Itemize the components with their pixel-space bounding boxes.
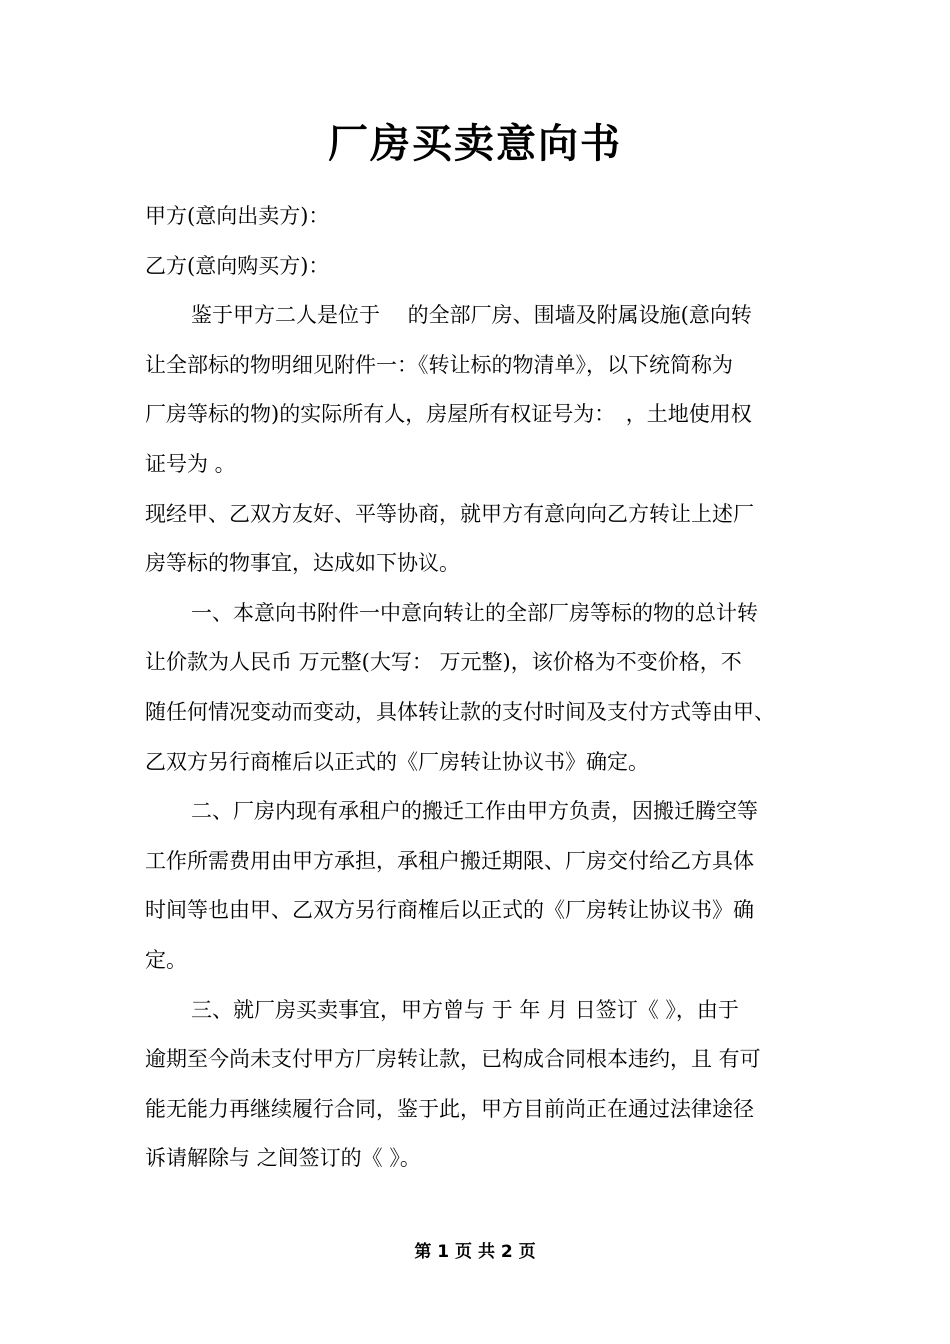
clause-2-paragraph	[145, 787, 815, 985]
clause-3-line: 三、就厂房买卖事宜，甲方曾与 于 年 月 日签订《 》，由于	[191, 997, 739, 1022]
party-b-line: 乙方(意向购买方)：	[145, 253, 330, 278]
recital-line: 让全部标的物明细见附件一：《转让标的物清单》，以下统简称为	[145, 352, 733, 377]
page-number-footer: 第 1 页 共 2 页	[414, 1242, 536, 1262]
document-body	[145, 192, 815, 1184]
clause-3-line: 逾期至今尚未支付甲方厂房转让款，已构成合同根本违约，且 有可	[145, 1047, 761, 1072]
clause-1-line: 让价款为人民币 万元整(大写： 万元整)，该价格为不变价格，不	[145, 650, 742, 675]
clause-2-line: 时间等也由甲、乙双方另行商榷后以正式的《厂房转让协议书》确	[145, 898, 754, 923]
clause-1-paragraph	[145, 589, 815, 787]
recital-paragraph	[145, 291, 815, 489]
clause-3-line: 诉请解除与 之间签订的《 》。	[145, 1146, 421, 1171]
document-title: 厂房买卖意向书	[328, 120, 622, 167]
party-a-line: 甲方(意向出卖方)：	[145, 204, 330, 228]
recital-line: 鉴于甲方二人是位于 的全部厂房、围墙及附属设施(意向转	[191, 303, 752, 328]
agreement-paragraph	[145, 490, 815, 589]
clause-3-line: 能无能力再继续履行合同，鉴于此，甲方目前尚正在通过法律途径	[145, 1096, 754, 1121]
clause-3-paragraph	[145, 986, 815, 1184]
agreement-line: 现经甲、乙双方友好、平等协商，就甲方有意向向乙方转让上述厂	[145, 501, 754, 526]
clause-1-line: 一、本意向书附件一中意向转让的全部厂房等标的物的总计转	[191, 600, 758, 625]
recital-line: 证号为 。	[145, 451, 236, 476]
clause-2-line: 工作所需费用由甲方承担，承租户搬迁期限、厂房交付给乙方具体	[145, 848, 754, 873]
recital-line: 厂房等标的物)的实际所有人，房屋所有权证号为： ，土地使用权	[145, 402, 752, 427]
clause-1-line: 随任何情况变动而变动，具体转让款的支付时间及支付方式等由甲、	[145, 699, 775, 724]
agreement-line: 房等标的物事宜，达成如下协议。	[145, 551, 460, 576]
clause-2-line: 定。	[145, 947, 187, 972]
clause-1-line: 乙双方另行商榷后以正式的《厂房转让协议书》确定。	[145, 749, 649, 774]
clause-2-line: 二、厂房内现有承租户的搬迁工作由甲方负责，因搬迁腾空等	[191, 799, 758, 824]
